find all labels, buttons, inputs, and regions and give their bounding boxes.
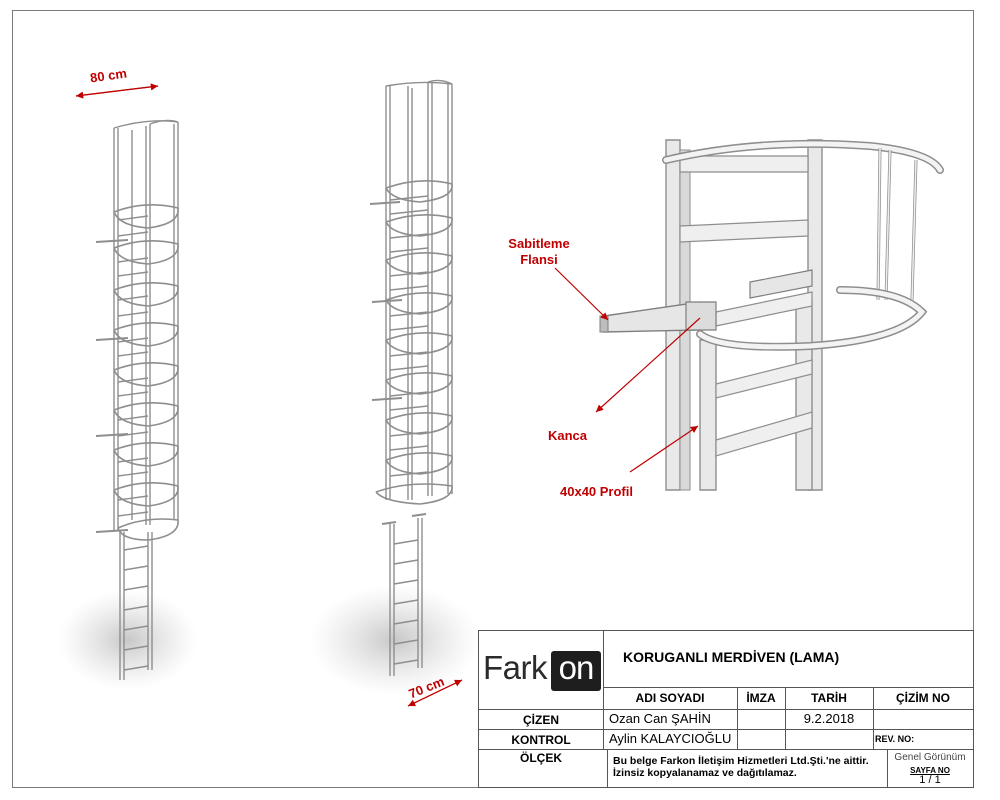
header-signature: İMZA	[746, 691, 776, 705]
profile-label: 40x40 Profil	[560, 484, 633, 499]
flange-label	[501, 236, 577, 268]
detail-view	[600, 140, 940, 490]
ownership-notice: Bu belge Farkon İletişim Hizmetleri Ltd.Şti.'ne aittir. İzinsiz kopyalanamaz ve dağıtılamaz.	[613, 755, 869, 779]
hook-label: Kanca	[548, 428, 588, 443]
page-number-value: 1 / 1	[919, 774, 941, 786]
row-label-checked: KONTROL	[511, 733, 571, 747]
drawn-date: 9.2.2018	[803, 711, 855, 726]
dimension-label-bottom: 70 cm	[406, 673, 447, 702]
flange-leader	[555, 268, 608, 320]
header-name: ADI SOYADI	[635, 691, 705, 705]
farkon-logo: Fark on	[483, 649, 601, 693]
drawn-by-name: Ozan Can ŞAHİN	[609, 711, 711, 726]
row-label-scale: ÖLÇEK	[520, 751, 562, 765]
view-name: Genel Görünüm	[894, 752, 966, 763]
flange-label-line1: Sabitleme	[508, 236, 570, 251]
title-block	[478, 630, 974, 788]
flange-label-line2: Flansi	[520, 252, 558, 267]
ground-shadow-middle	[310, 585, 480, 695]
revision-number: REV. NO:	[875, 734, 915, 744]
checked-by-name: Aylin KALAYCIOĞLU	[609, 731, 732, 746]
header-drawing-no: ÇİZİM NO	[896, 691, 950, 705]
dimension-label-width: 80 cm	[89, 65, 128, 86]
ground-shadow-left	[58, 590, 198, 690]
header-date: TARİH	[811, 691, 847, 705]
drawing-title: KORUGANLI MERDİVEN (LAMA)	[623, 649, 840, 665]
page-number-label: SAYFA NO	[910, 766, 950, 775]
row-label-drawn: ÇİZEN	[523, 713, 559, 727]
